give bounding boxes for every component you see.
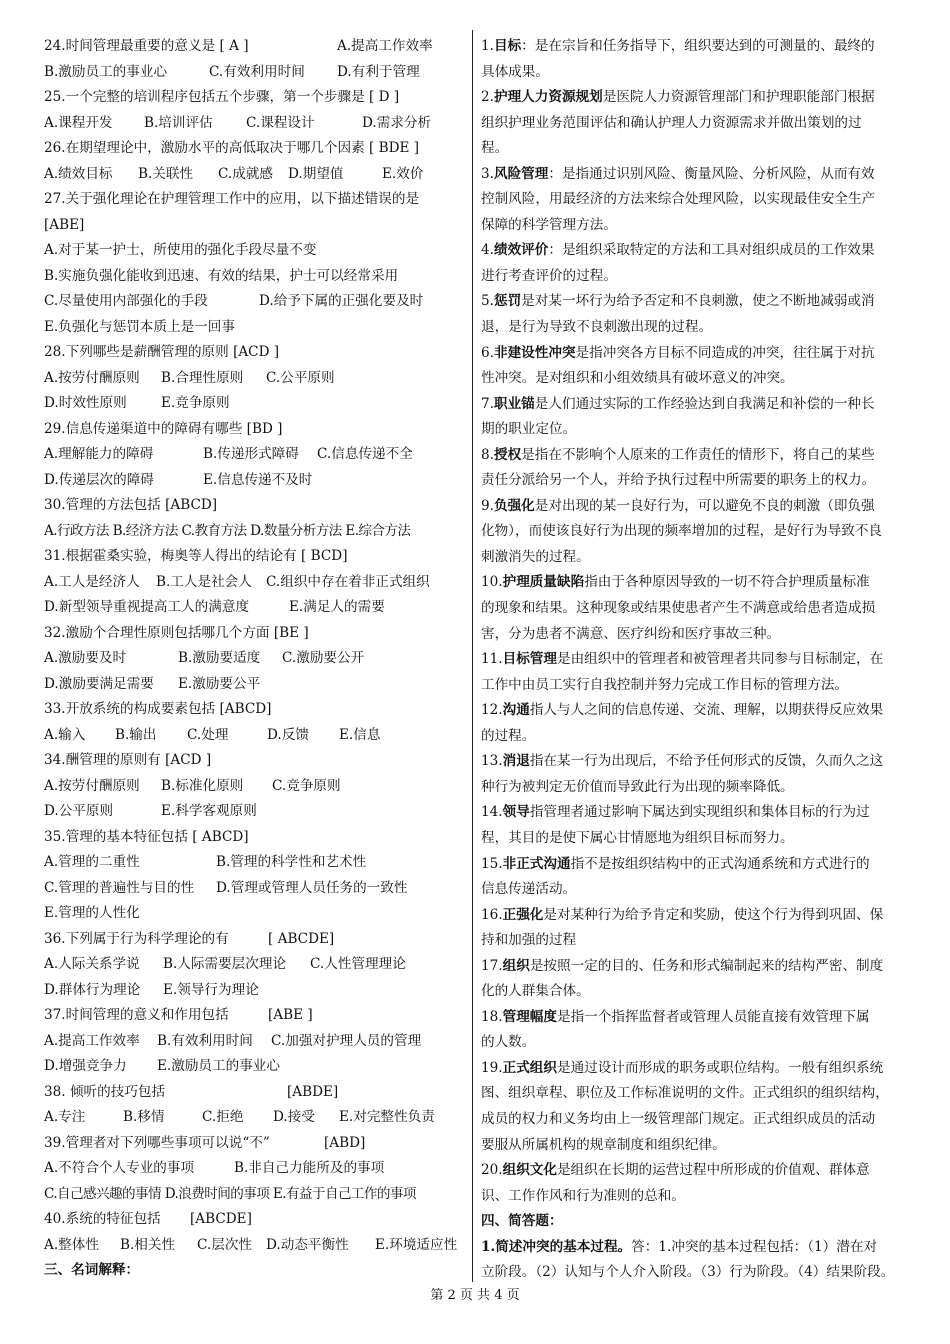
question-line — [44, 187, 468, 213]
definition-line — [481, 238, 905, 264]
line-text: A.按劳付酬原则 — [44, 369, 140, 386]
question-line — [44, 111, 468, 137]
definition-text: 程。 — [481, 140, 509, 157]
definition-line — [481, 698, 905, 724]
line-text: A.人际关系学说 — [44, 956, 140, 972]
line-text: A.工人是经济人 — [44, 573, 140, 590]
line-text: [ABE] — [44, 216, 85, 233]
definition-text: 是指在不影响个人原来的工作责任的情形下，将自己的某些 — [521, 446, 875, 463]
definition-line — [481, 1209, 905, 1235]
definition-text: 是对某一坏行为给予否定和不良刺激，使之不断地减弱或消 — [521, 293, 875, 310]
line-text: 33.开放系统的构成要素包括 [ABCD] — [44, 701, 272, 717]
definition-line — [481, 954, 905, 980]
definition-text: 化的人群集合体。 — [481, 983, 590, 1000]
definition-line — [481, 162, 905, 188]
definition-text: 识、工作作风和行为准则的总和。 — [481, 1187, 685, 1204]
question-line — [44, 34, 468, 60]
definition-text: 控制风险，用最经济的方法来综合处理风险，以实现最佳安全生产 — [481, 191, 876, 208]
definition-text: 答：1.冲突的基本过程包括：（1）潜在对 — [631, 1238, 878, 1255]
right-column — [481, 34, 905, 1286]
option-text: C.公平原则 — [266, 369, 335, 386]
definition-text: 是医院人力资源管理部门和护理职能部门根据 — [602, 89, 875, 106]
line-text: A.管理的二重性 — [44, 854, 140, 870]
definition-text: 5. — [481, 293, 494, 310]
definition-line — [481, 187, 905, 213]
definition-text: ：是在宗旨和任务指导下，组织要达到的可测量的、最终的 — [521, 38, 875, 54]
option-text: B.关联性 — [138, 165, 194, 182]
option-text: C.人性管理理论 — [310, 956, 406, 972]
question-line — [44, 1029, 468, 1055]
definition-line — [481, 1005, 905, 1031]
definition-line — [481, 519, 905, 545]
question-line — [44, 646, 468, 672]
term-label: 目标管理 — [502, 651, 557, 668]
line-text: D.新型领导重视提高工人的满意度 — [44, 599, 250, 615]
term-label: 非建设性冲突 — [493, 344, 576, 361]
term-label: 正式组织 — [502, 1059, 557, 1076]
definition-line — [481, 1158, 905, 1184]
option-text: A.提高工作效率 — [337, 38, 433, 54]
question-line — [44, 1182, 468, 1208]
definition-text: 是对出现的某一良好行为，可以避免不良的刺激（即负强 — [534, 497, 875, 514]
option-text: E.对完整性负责 — [339, 1109, 435, 1125]
definition-text: 的人数。 — [481, 1034, 536, 1051]
option-text: C.激励要公开 — [282, 650, 365, 666]
question-line — [44, 1131, 468, 1157]
question-line — [44, 340, 468, 366]
line-text: 34.酬管理的原则有 [ACD ] — [44, 752, 212, 768]
line-text: D.激励要满足需要 — [44, 675, 154, 692]
definition-text: 是通过设计而形成的职务或职位结构。一般有组织系统 — [557, 1059, 884, 1076]
option-text: D.期望值 — [288, 165, 344, 182]
definition-text: 图、组织章程、职位及工作标准说明的文件。正式组织的组织结构， — [481, 1085, 889, 1102]
option-text: B.标准化原则 — [161, 777, 244, 794]
option-text: B.人际需要层次理论 — [163, 956, 287, 972]
line-text: A.按劳付酬原则 — [44, 777, 140, 794]
definition-text: 退，是行为导致不良刺激出现的过程。 — [481, 319, 713, 336]
definition-line — [481, 60, 905, 86]
question-line — [44, 315, 468, 341]
option-text: C.加强对护理人员的管理 — [271, 1032, 422, 1049]
line-text: A.激励要及时 — [44, 650, 127, 666]
option-text: B.激励要适度 — [178, 650, 261, 666]
question-line — [44, 774, 468, 800]
column-divider — [472, 30, 473, 1282]
line-text: 31.根据霍桑实验，梅奥等人得出的结论有 [ BCD] — [44, 548, 348, 564]
definition-text: 指管理者通过影响下属达到实现组织和集体目标的行为过 — [529, 804, 870, 821]
definition-line — [481, 928, 905, 954]
option-text: D.反馈 — [267, 726, 309, 743]
definition-line — [481, 136, 905, 162]
line-text: E.负强化与惩罚本质上是一回事 — [44, 318, 235, 335]
definition-text: ：是组织采取特定的方法和工具对组织成员的工作效果 — [548, 242, 875, 259]
definition-line — [481, 213, 905, 239]
definition-text: 指在某一行为出现后，不给予任何形式的反馈，久而久之这 — [529, 753, 884, 770]
question-line — [44, 850, 468, 876]
question-line — [44, 570, 468, 596]
definition-text: 4. — [481, 242, 494, 259]
definition-text: 15. — [481, 855, 503, 872]
definition-line — [481, 749, 905, 775]
option-text: E.竞争原则 — [161, 395, 230, 411]
option-text: C.层次性 — [197, 1236, 253, 1253]
question-line — [44, 799, 468, 825]
definition-text: 程，其目的是使下属心甘情愿地为组织目标而努力。 — [481, 829, 794, 846]
definition-line — [481, 443, 905, 469]
option-text: C.成就感 — [218, 165, 274, 182]
definition-text: 信息传递活动。 — [481, 881, 577, 898]
definition-text: 是人们通过实际的工作经验达到自我满足和补偿的一种长 — [534, 395, 875, 412]
term-label: 风险管理 — [493, 165, 549, 182]
term-label: 惩罚 — [493, 293, 522, 310]
question-line — [44, 264, 468, 290]
option-text: [ ABCDE] — [268, 930, 335, 947]
question-line — [44, 825, 468, 851]
term-label: 授权 — [493, 446, 522, 463]
definition-text: 指人与人之间的信息传递、交流、理解，以期获得反应效果 — [529, 702, 884, 719]
option-text: B.培训评估 — [144, 114, 213, 131]
definition-line — [481, 1260, 905, 1286]
line-text: 38. 倾听的技巧包括 — [44, 1083, 166, 1100]
definition-text: 13. — [481, 753, 503, 770]
definition-text: 12. — [481, 702, 503, 719]
term-label: 护理质量缺陷 — [502, 574, 585, 591]
question-line — [44, 1105, 468, 1131]
option-text: B.相关性 — [120, 1236, 176, 1253]
option-text: D.需求分析 — [362, 114, 432, 131]
line-text: A.不符合个人专业的事项 — [44, 1160, 195, 1176]
term-label: 消退 — [502, 753, 530, 770]
section-heading — [44, 1258, 468, 1284]
left-column — [44, 34, 468, 1284]
line-text: B.激励员工的事业心 — [44, 63, 168, 80]
definition-text: 指由于各种原因导致的一切不符合护理质量标准 — [584, 574, 870, 591]
definition-line — [481, 979, 905, 1005]
definition-line — [481, 800, 905, 826]
option-text: D.管理或管理人员任务的一致性 — [216, 879, 408, 896]
line-text: A.输入 — [44, 726, 86, 743]
option-text: E.激励要公平 — [178, 675, 261, 692]
option-text: E.信息 — [339, 726, 381, 743]
option-text: D.有利于管理 — [337, 63, 420, 80]
question-line — [44, 927, 468, 953]
definition-text: 种行为被判定无价值而导致此行为出现的频率降低。 — [481, 778, 794, 795]
definition-line — [481, 111, 905, 137]
definition-text: 14. — [481, 804, 503, 821]
option-text: C.拒绝 — [202, 1109, 244, 1125]
option-text: E.激励员工的事业心 — [157, 1058, 280, 1074]
definition-text: 10. — [481, 574, 503, 591]
option-text: C.有效利用时间 — [209, 63, 305, 80]
line-text: A.行政方法 B.经济方法 C.教育方法 D.数量分析方法 E.综合方法 — [44, 522, 411, 539]
term-label: 四、简答题： — [481, 1213, 563, 1230]
definition-text: 化物），而使该良好行为出现的频率增加的过程，是好行为导致不良 — [481, 523, 883, 540]
definition-line — [481, 1133, 905, 1159]
definition-line — [481, 775, 905, 801]
line-text: E.管理的人性化 — [44, 905, 140, 921]
line-text: C.尽量使用内部强化的手段 — [44, 293, 208, 309]
line-text: A.专注 — [44, 1109, 86, 1125]
question-line — [44, 136, 468, 162]
option-text: B.输出 — [115, 726, 157, 743]
definition-line — [481, 1056, 905, 1082]
line-text: D.公平原则 — [44, 803, 114, 819]
definition-line — [481, 366, 905, 392]
line-text: D.时效性原则 — [44, 395, 127, 411]
line-text: 36.下列属于行为科学理论的有 — [44, 930, 229, 947]
definition-text: 组织护理业务范围评估和确认护理人力资源需求并做出策划的过 — [481, 114, 862, 131]
definition-text: 3. — [481, 165, 494, 182]
definition-line — [481, 34, 905, 60]
question-line — [44, 60, 468, 86]
question-line — [44, 697, 468, 723]
option-text: [ABD] — [324, 1134, 366, 1151]
option-text: [ABCDE] — [190, 1211, 252, 1227]
line-text: 28.下列哪些是薪酬管理的原则 [ACD ] — [44, 344, 280, 360]
line-text: 30.管理的方法包括 [ABCD] — [44, 497, 218, 513]
definition-text: 是指冲突各方目标不同造成的冲突，往往属于对抗 — [575, 344, 875, 361]
option-text: B.有效利用时间 — [157, 1032, 253, 1049]
definition-line — [481, 1235, 905, 1261]
term-label: 非正式沟通 — [502, 855, 571, 872]
line-text: D.增强竞争力 — [44, 1058, 127, 1074]
definition-text: 工作中由员工实行自我控制并努力完成工作目标的管理方法。 — [481, 676, 849, 693]
question-line — [44, 468, 468, 494]
line-text: A.理解能力的障碍 — [44, 446, 154, 462]
definition-text: 9. — [481, 497, 494, 514]
option-text: E.满足人的需要 — [289, 599, 385, 615]
definition-text: 要服从所属机构的规章制度和组织纪律。 — [481, 1136, 726, 1153]
definition-line — [481, 852, 905, 878]
option-text: D.接受 — [273, 1109, 315, 1125]
definition-line — [481, 1184, 905, 1210]
definition-text: 19. — [481, 1059, 503, 1076]
definition-text: 持和加强的过程 — [481, 932, 577, 949]
line-text: 37.时间管理的意义和作用包括 — [44, 1007, 229, 1023]
question-line — [44, 723, 468, 749]
definition-text: 是指一个指挥监督者或管理人员能直接有效管理下属 — [557, 1008, 870, 1025]
definition-text: 刺激消失的过程。 — [481, 548, 590, 565]
question-line — [44, 289, 468, 315]
definition-text: 进行考查评价的过程。 — [481, 267, 617, 284]
question-line — [44, 595, 468, 621]
definition-line — [481, 468, 905, 494]
option-text: B.传递形式障碍 — [203, 446, 299, 462]
definition-line — [481, 545, 905, 571]
option-text: D.给予下属的正强化要及时 — [259, 293, 424, 309]
line-text: 三、名词解释： — [44, 1262, 140, 1278]
option-text: D.动态平衡性 — [266, 1236, 349, 1253]
term-label: 管理幅度 — [502, 1008, 557, 1025]
definition-text: 7. — [481, 395, 494, 412]
question-line — [44, 544, 468, 570]
line-text: D.传递层次的障碍 — [44, 471, 154, 488]
line-text: B.实施负强化能收到迅速、有效的结果，护士可以经常采用 — [44, 267, 399, 284]
question-line — [44, 213, 468, 239]
option-text: E.环境适应性 — [375, 1236, 458, 1253]
option-text: B.工人是社会人 — [156, 573, 252, 590]
line-text: A.整体性 — [44, 1236, 99, 1253]
question-line — [44, 442, 468, 468]
definition-text: 的现象和结果。这种现象或结果使患者产生不满意或给患者造成损 — [481, 600, 876, 617]
definition-text: 17. — [481, 957, 503, 974]
definition-text: 保障的科学管理方法。 — [481, 216, 617, 233]
question-line — [44, 238, 468, 264]
page-footer: 第 2 页 共 4 页 — [430, 1288, 520, 1303]
term-label: 1.简述冲突的基本过程。 — [481, 1238, 632, 1255]
line-text: 29.信息传递渠道中的障碍有哪些 [BD ] — [44, 420, 283, 437]
option-text: [ABDE] — [287, 1083, 339, 1100]
line-text: 25.一个完整的培训程序包括五个步骤，第一个步骤是 [ D ] — [44, 89, 400, 105]
definition-text: 责任分派给另一个人，并给予执行过程中所需要的职务上的权力。 — [481, 472, 876, 489]
line-text: A.绩效目标 — [44, 165, 113, 182]
question-line — [44, 748, 468, 774]
definition-text: 18. — [481, 1008, 503, 1025]
definition-text: 具体成果。 — [481, 63, 549, 80]
definition-text: 1. — [481, 38, 494, 54]
line-text: 26.在期望理论中，激励水平的高低取决于哪几个因素 [ BDE ] — [44, 140, 420, 156]
question-line — [44, 876, 468, 902]
question-line — [44, 519, 468, 545]
definition-line — [481, 724, 905, 750]
definition-line — [481, 673, 905, 699]
line-text: C.自己感兴趣的事情 D.浪费时间的事项 E.有益于自己工作的事项 — [44, 1185, 416, 1202]
definition-text: 是由组织中的管理者和被管理者共同参与目标制定，在 — [557, 651, 884, 668]
option-text: C.竞争原则 — [272, 777, 341, 794]
definition-text: 是对某种行为给予肯定和奖励，使这个行为得到巩固、保 — [543, 906, 884, 923]
question-line — [44, 366, 468, 392]
question-line — [44, 417, 468, 443]
question-line — [44, 162, 468, 188]
line-text: A.提高工作效率 — [44, 1032, 140, 1049]
term-label: 负强化 — [493, 497, 535, 514]
question-line — [44, 1080, 468, 1106]
definition-line — [481, 417, 905, 443]
definition-text: 6. — [481, 344, 494, 361]
definition-text: 指不是按组织结构中的正式沟通系统和方式进行的 — [570, 855, 870, 872]
definition-line — [481, 1030, 905, 1056]
question-line — [44, 672, 468, 698]
line-text: 32.激励个合理性原则包括哪几个方面 [BE ] — [44, 624, 309, 641]
term-label: 沟通 — [502, 702, 530, 719]
definition-line — [481, 596, 905, 622]
definition-line — [481, 341, 905, 367]
option-text: E.信息传递不及时 — [203, 471, 313, 488]
question-line — [44, 1003, 468, 1029]
definition-line — [481, 1107, 905, 1133]
term-label: 领导 — [502, 804, 530, 821]
option-text: E.科学客观原则 — [161, 803, 257, 819]
line-text: C.管理的普遍性与目的性 — [44, 879, 195, 896]
term-label: 绩效评价 — [493, 242, 549, 259]
question-line — [44, 85, 468, 111]
option-text: C.组织中存在着非正式组织 — [266, 573, 430, 590]
definition-text: 16. — [481, 906, 503, 923]
option-text: C.信息传递不全 — [317, 446, 413, 462]
definition-line — [481, 903, 905, 929]
option-text: [ABE ] — [268, 1007, 313, 1023]
definition-line — [481, 622, 905, 648]
definition-text: 立阶段。（2）认知与个人介入阶段。（3）行为阶段。（4）结果阶段。 — [481, 1264, 895, 1281]
question-line — [44, 978, 468, 1004]
term-label: 护理人力资源规划 — [493, 89, 603, 106]
definition-line — [481, 647, 905, 673]
option-text: E.效价 — [382, 165, 424, 182]
definition-line — [481, 570, 905, 596]
question-line — [44, 621, 468, 647]
line-text: A.对于某一护士，所使用的强化手段尽量不变 — [44, 242, 317, 258]
line-text: 40.系统的特征包括 — [44, 1211, 161, 1227]
definition-line — [481, 264, 905, 290]
option-text: C.课程设计 — [246, 114, 315, 131]
line-text: 35.管理的基本特征包括 [ ABCD] — [44, 828, 249, 845]
definition-text: 成员的权力和义务均由上一级管理部门规定。正式组织成员的活动 — [481, 1110, 876, 1127]
definition-text: 是组织在长期的运营过程中所形成的价值观、群体意 — [557, 1162, 870, 1179]
question-line — [44, 901, 468, 927]
option-text: E.领导行为理论 — [163, 981, 259, 998]
term-label: 职业锚 — [493, 395, 535, 412]
definition-text: 8. — [481, 446, 494, 463]
definition-line — [481, 826, 905, 852]
definition-line — [481, 315, 905, 341]
line-text: D.群体行为理论 — [44, 981, 141, 998]
definition-line — [481, 392, 905, 418]
definition-text: ：是指通过识别风险、衡量风险、分析风险，从而有效 — [548, 165, 875, 182]
line-text: A.课程开发 — [44, 114, 113, 131]
question-line — [44, 952, 468, 978]
question-line — [44, 1054, 468, 1080]
option-text: B.移情 — [123, 1109, 165, 1125]
definition-text: 期的职业定位。 — [481, 421, 577, 438]
definition-line — [481, 289, 905, 315]
line-text: 39.管理者对下列哪些事项可以说“不” — [44, 1134, 270, 1151]
option-text: B.管理的科学性和艺术性 — [216, 854, 367, 870]
question-line — [44, 1207, 468, 1233]
definition-text: 是按照一定的目的、任务和形式编制起来的结构严密、制度 — [529, 957, 884, 974]
term-label: 目标 — [493, 38, 522, 54]
definition-line — [481, 85, 905, 111]
term-label: 正强化 — [502, 906, 544, 923]
definition-line — [481, 1081, 905, 1107]
definition-text: 2. — [481, 89, 494, 106]
option-text: C.处理 — [187, 726, 229, 743]
definition-text: 20. — [481, 1162, 503, 1179]
line-text: 24.时间管理最重要的意义是 [ A ] — [44, 38, 249, 54]
question-line — [44, 493, 468, 519]
line-text: 27.关于强化理论在护理管理工作中的应用，以下描述错误的是 — [44, 191, 420, 207]
question-line — [44, 391, 468, 417]
term-label: 组织文化 — [502, 1162, 557, 1179]
definition-text: 的过程。 — [481, 727, 536, 744]
definition-text: 11. — [481, 651, 503, 668]
definition-line — [481, 494, 905, 520]
definition-line — [481, 877, 905, 903]
term-label: 组织 — [502, 957, 530, 974]
question-line — [44, 1233, 468, 1259]
option-text: B.合理性原则 — [161, 369, 244, 386]
definition-text: 害，分为患者不满意、医疗纠纷和医疗事故三种。 — [481, 625, 781, 642]
option-text: B.非自己力能所及的事项 — [234, 1160, 385, 1176]
question-line — [44, 1156, 468, 1182]
definition-text: 性冲突。是对组织和小组效绩具有破坏意义的冲突。 — [481, 370, 794, 387]
